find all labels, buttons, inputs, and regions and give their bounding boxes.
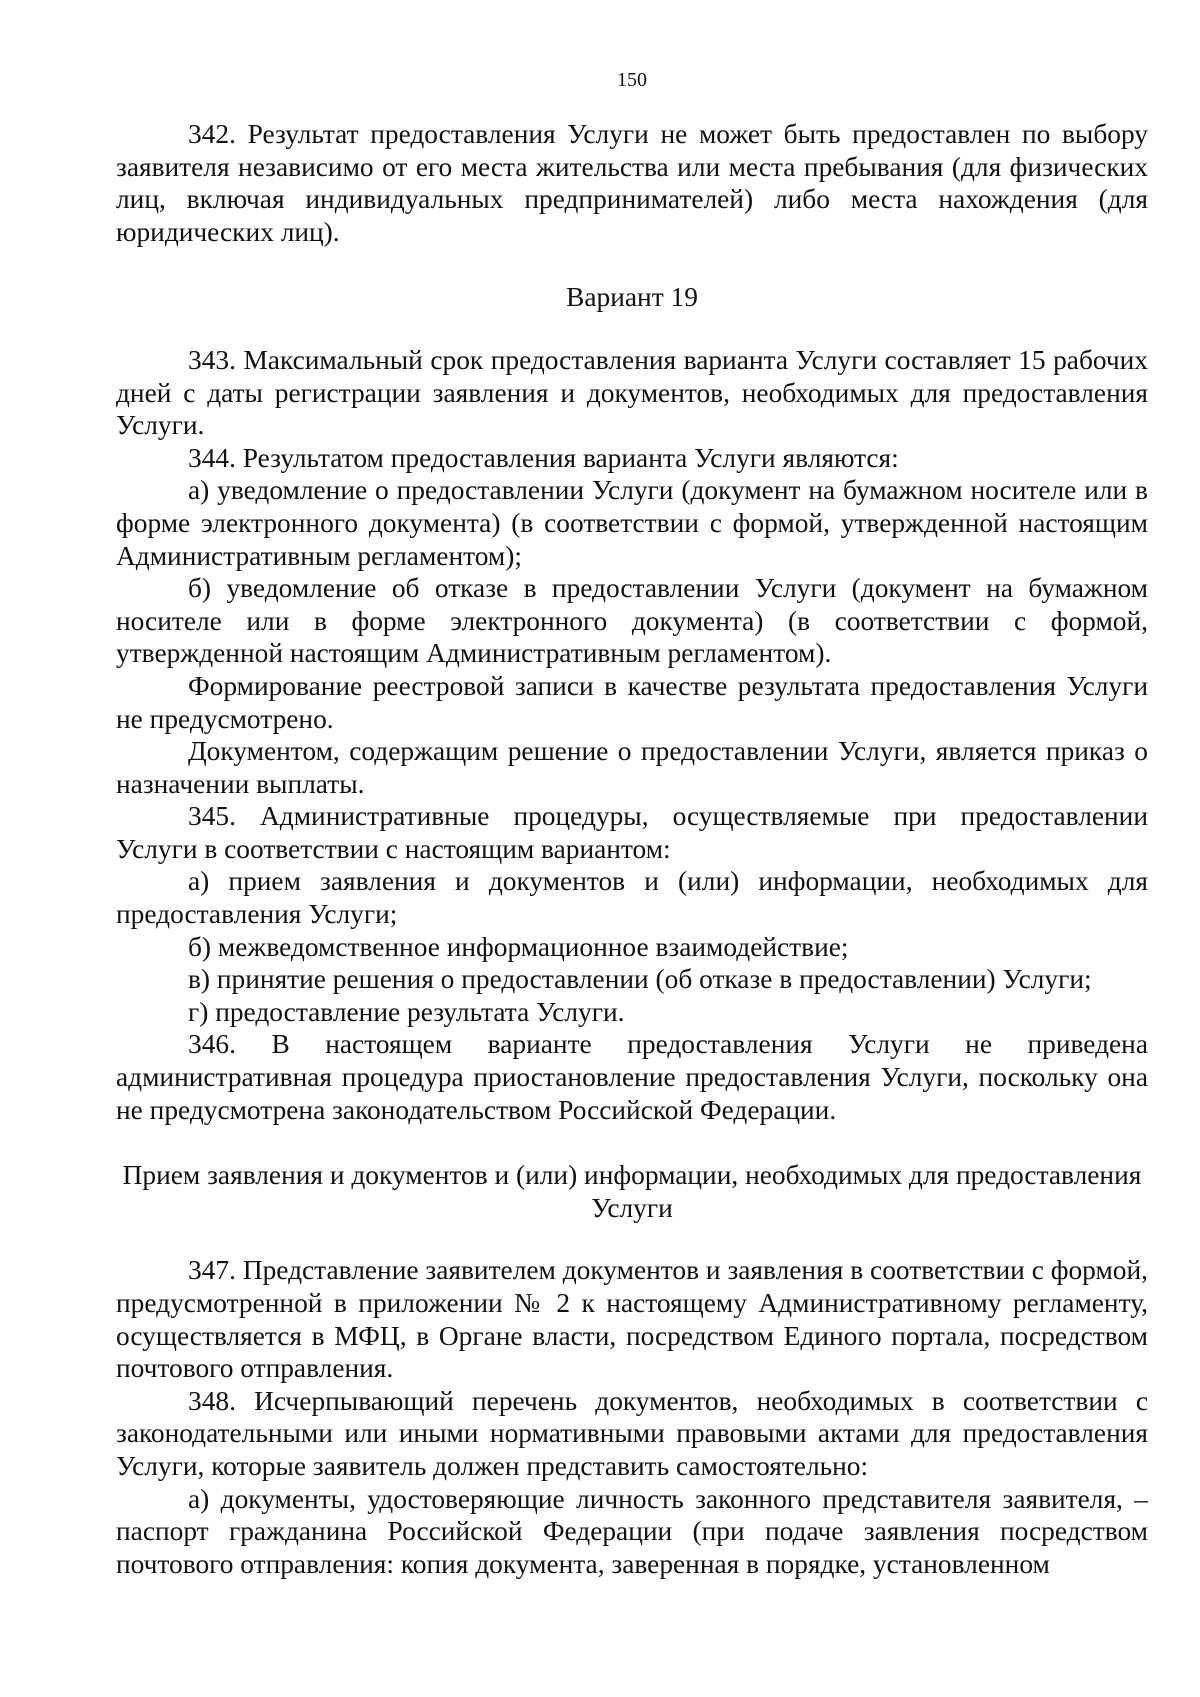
paragraph-344-b: б) уведомление об отказе в предоставлении Услуги (документ на бумажном носителе или в форме электронного документа) (в соответствии с формой, утвержденной настоящим Административным регламентом). [116, 573, 1148, 669]
section-heading-reception: Прием заявления и документов и (или) информации, необходимых для предоставления Услуги [122, 1160, 1142, 1223]
paragraph-342: 342. Результат предоставления Услуги не может быть предоставлен по выбору заявителя независимо от его места жительства или места пребывания (для физических лиц, включая индивидуальных предпринимателей) либо места нахождения (для юридических лиц). [116, 119, 1148, 247]
paragraph-348: 348. Исчерпывающий перечень документов, необходимых в соответствии с законодательными или иными нормативными правовыми актами для предоставления Услуги, которые заявитель должен представить самостоятельно: [116, 1385, 1148, 1481]
paragraph-registry-record: Формирование реестровой записи в качестве результата предоставления Услуги не предусмотрено. [116, 670, 1148, 734]
paragraph-345: 345. Административные процедуры, осуществляемые при предоставлении Услуги в соответствии с настоящим вариантом: [116, 801, 1148, 864]
section-heading-variant: Вариант 19 [566, 282, 698, 313]
document-body [116, 118, 1148, 1580]
paragraph-344: 344. Результатом предоставления варианта Услуги являются: [188, 442, 899, 473]
paragraph-343: 343. Максимальный срок предоставления варианта Услуги составляет 15 рабочих дней с даты регистрации заявления и документов, необходимых для предоставления Услуги. [116, 344, 1148, 441]
paragraph-345-b: б) межведомственное информационное взаимодействие; [188, 931, 849, 962]
paragraph-345-c: в) принятие решения о предоставлении (об отказе в предоставлении) Услуги; [188, 964, 1092, 995]
paragraph-347: 347. Представление заявителем документов и заявления в соответствии с формой, предусмотренной в приложении № 2 к настоящему Административному регламенту, осуществляется в МФЦ, в Органе власти, посредством Единого портала, посредством почтового отправления. [116, 1255, 1148, 1384]
paragraph-345-a: а) прием заявления и документов и (или) информации, необходимых для предоставления Услуги; [116, 866, 1148, 930]
paragraph-346: 346. В настоящем варианте предоставления Услуги не приведена административная процедура приостановление предоставления Услуги, поскольку она не предусмотрена законодательством Российской Федерации. [116, 1029, 1148, 1125]
paragraph-348-a: а) документы, удостоверяющие личность законного представителя заявителя, – паспорт гражданина Российской Федерации (при подаче заявления посредством почтового отправления: копия документа, заверенная в порядке, установленном [116, 1483, 1148, 1579]
paragraph-344-a: а) уведомление о предоставлении Услуги (документ на бумажном носителе или в форме электронного документа) (в соответствии с формой, утвержденной настоящим Административным регламентом); [116, 475, 1148, 571]
paragraph-345-d: г) предоставление результата Услуги. [188, 996, 625, 1027]
page-number: 150 [617, 69, 647, 91]
paragraph-decision-document: Документом, содержащим решение о предоставлении Услуги, является приказ о назначении выплаты. [116, 736, 1148, 799]
